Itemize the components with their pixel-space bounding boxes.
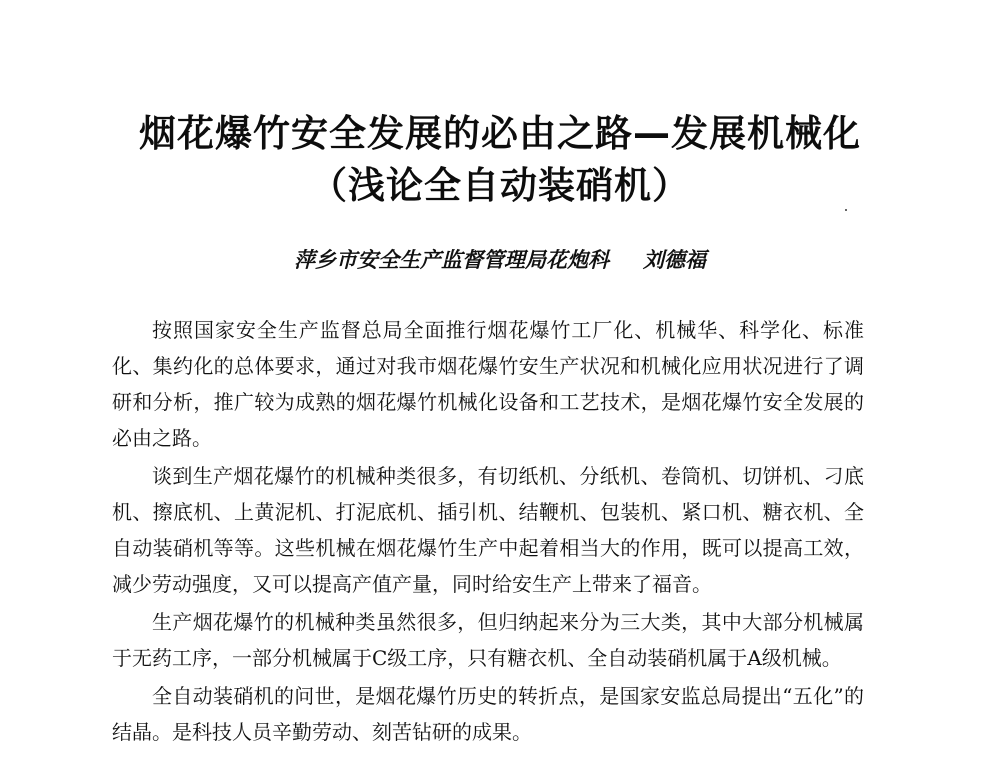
title-line-1: 烟花爆竹安全发展的必由之路—发展机械化: [139, 112, 861, 155]
byline: [0, 246, 1000, 274]
paragraph: 按照国家安全生产监督总局全面推行烟花爆竹工厂化、机械华、科学化、标准化、集约化的总体要求，通过对我市烟花爆竹安生产状况和机械化应用状况进行了调研和分析，推广较为成熟的烟花爆竹机械化设备和工艺技术，是烟花爆竹安全发展的必由之路。: [112, 318, 864, 450]
byline-organization: 萍乡市安全生产监督管理局花炮科: [294, 247, 609, 272]
byline-author: 刘德福: [643, 247, 706, 272]
paragraph: 全自动装硝机的问世，是烟花爆竹历史的转折点，是国家安监总局提出“五化”的结晶。是科技人员辛勤劳动、刻苦钻研的成果。: [112, 684, 864, 744]
scan-speck: [845, 209, 847, 211]
paragraph: 谈到生产烟花爆竹的机械种类很多，有切纸机、分纸机、卷筒机、切饼机、刁底机、擦底机、上黄泥机、打泥底机、插引机、结鞭机、包装机、紧口机、糖衣机、全自动装硝机等等。这些机械在烟花爆竹生产中起着相当大的作用，既可以提高工效，减少劳动强度，又可以提高产值产量，同时给安生产上带来了福音。: [112, 464, 864, 596]
title-line-2: （浅论全自动装硝机）: [310, 164, 690, 207]
paragraph: 生产烟花爆竹的机械种类虽然很多，但归纳起来分为三大类，其中大部分机械属于无药工序，一部分机械属于C级工序，只有糖衣机、全自动装硝机属于A级机械。: [112, 610, 864, 670]
body-text: [112, 312, 864, 752]
